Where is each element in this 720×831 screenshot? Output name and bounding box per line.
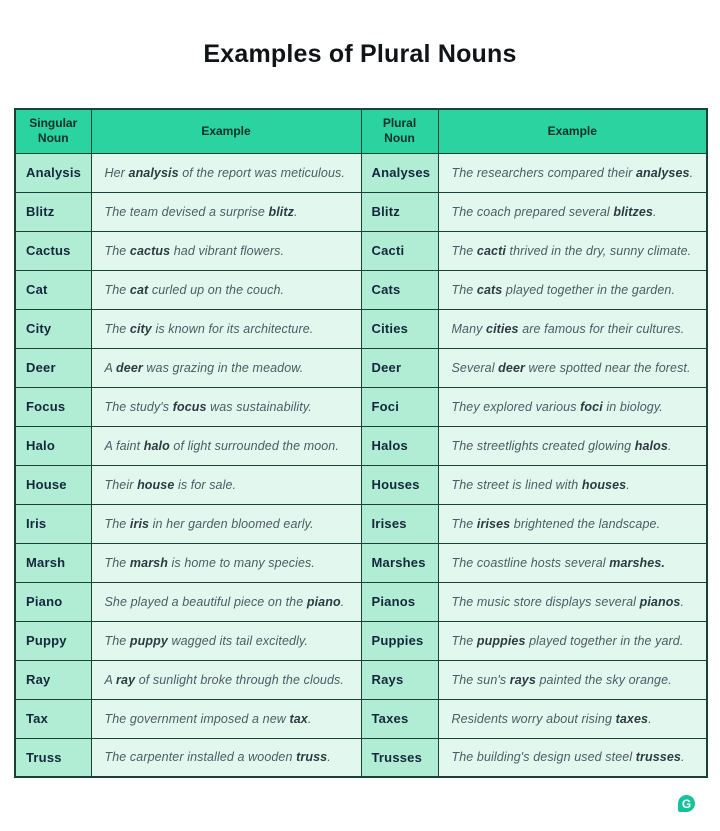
- table-row: [15, 582, 707, 621]
- plural-noun-cell: Cats: [361, 270, 438, 309]
- header-plural-noun: Plural Noun: [361, 109, 438, 153]
- singular-noun-cell: Ray: [15, 660, 91, 699]
- header-singular-noun: Singular Noun: [15, 109, 91, 153]
- table-row: [15, 192, 707, 231]
- singular-example-cell: The iris in her garden bloomed early.: [91, 504, 361, 543]
- singular-noun-cell: Iris: [15, 504, 91, 543]
- singular-example-cell: A ray of sunlight broke through the clouds.: [91, 660, 361, 699]
- plural-example-cell: The music store displays several pianos.: [438, 582, 707, 621]
- singular-example-cell: The study's focus was sustainability.: [91, 387, 361, 426]
- singular-example-cell: The city is known for its architecture.: [91, 309, 361, 348]
- plural-example-cell: The cacti thrived in the dry, sunny climate.: [438, 231, 707, 270]
- singular-noun-cell: Halo: [15, 426, 91, 465]
- plural-example-cell: The building's design used steel trusses.: [438, 738, 707, 777]
- plural-example-cell: The coach prepared several blitzes.: [438, 192, 707, 231]
- plural-example-cell: The cats played together in the garden.: [438, 270, 707, 309]
- table-row: [15, 738, 707, 777]
- singular-noun-cell: House: [15, 465, 91, 504]
- table-row: [15, 426, 707, 465]
- singular-example-cell: The puppy wagged its tail excitedly.: [91, 621, 361, 660]
- plural-example-cell: Residents worry about rising taxes.: [438, 699, 707, 738]
- table-row: [15, 348, 707, 387]
- table-body: [15, 153, 707, 777]
- grammarly-logo-letter: G: [681, 796, 692, 811]
- plural-noun-cell: Deer: [361, 348, 438, 387]
- singular-noun-cell: Piano: [15, 582, 91, 621]
- plural-noun-cell: Marshes: [361, 543, 438, 582]
- plural-noun-cell: Cacti: [361, 231, 438, 270]
- singular-example-cell: A faint halo of light surrounded the moon.: [91, 426, 361, 465]
- singular-noun-cell: City: [15, 309, 91, 348]
- plural-example-cell: The street is lined with houses.: [438, 465, 707, 504]
- singular-noun-cell: Deer: [15, 348, 91, 387]
- table-row: [15, 543, 707, 582]
- table-row: [15, 660, 707, 699]
- header-singular-example: Example: [91, 109, 361, 153]
- plural-example-cell: Many cities are famous for their cultures.: [438, 309, 707, 348]
- singular-example-cell: Her analysis of the report was meticulous.: [91, 153, 361, 192]
- singular-noun-cell: Analysis: [15, 153, 91, 192]
- plural-example-cell: The sun's rays painted the sky orange.: [438, 660, 707, 699]
- singular-noun-cell: Cactus: [15, 231, 91, 270]
- singular-example-cell: The cactus had vibrant flowers.: [91, 231, 361, 270]
- singular-noun-cell: Focus: [15, 387, 91, 426]
- plural-noun-cell: Trusses: [361, 738, 438, 777]
- table-row: [15, 231, 707, 270]
- plural-noun-cell: Foci: [361, 387, 438, 426]
- singular-noun-cell: Tax: [15, 699, 91, 738]
- singular-example-cell: The government imposed a new tax.: [91, 699, 361, 738]
- page-title: Examples of Plural Nouns: [203, 40, 517, 68]
- plural-example-cell: Several deer were spotted near the forest.: [438, 348, 707, 387]
- singular-example-cell: The marsh is home to many species.: [91, 543, 361, 582]
- plural-noun-cell: Taxes: [361, 699, 438, 738]
- singular-example-cell: She played a beautiful piece on the piano.: [91, 582, 361, 621]
- plural-noun-cell: Houses: [361, 465, 438, 504]
- plural-noun-cell: Rays: [361, 660, 438, 699]
- plural-noun-cell: Puppies: [361, 621, 438, 660]
- singular-example-cell: Their house is for sale.: [91, 465, 361, 504]
- plural-example-cell: The irises brightened the landscape.: [438, 504, 707, 543]
- plural-nouns-table-wrap: [14, 108, 706, 778]
- table-header-row: [15, 109, 707, 153]
- singular-noun-cell: Cat: [15, 270, 91, 309]
- singular-noun-cell: Blitz: [15, 192, 91, 231]
- table-row: [15, 621, 707, 660]
- plural-example-cell: The streetlights created glowing halos.: [438, 426, 707, 465]
- table-row: [15, 504, 707, 543]
- plural-example-cell: The coastline hosts several marshes.: [438, 543, 707, 582]
- table-row: [15, 465, 707, 504]
- table-row: [15, 309, 707, 348]
- singular-example-cell: A deer was grazing in the meadow.: [91, 348, 361, 387]
- singular-noun-cell: Truss: [15, 738, 91, 777]
- plural-example-cell: The puppies played together in the yard.: [438, 621, 707, 660]
- plural-example-cell: The researchers compared their analyses.: [438, 153, 707, 192]
- plural-noun-cell: Halos: [361, 426, 438, 465]
- plural-noun-cell: Pianos: [361, 582, 438, 621]
- plural-noun-cell: Cities: [361, 309, 438, 348]
- singular-noun-cell: Marsh: [15, 543, 91, 582]
- plural-noun-cell: Irises: [361, 504, 438, 543]
- singular-example-cell: The carpenter installed a wooden truss.: [91, 738, 361, 777]
- grammarly-logo-icon: [678, 795, 695, 812]
- plural-example-cell: They explored various foci in biology.: [438, 387, 707, 426]
- plural-noun-cell: Analyses: [361, 153, 438, 192]
- table-row: [15, 387, 707, 426]
- singular-example-cell: The team devised a surprise blitz.: [91, 192, 361, 231]
- table-row: [15, 153, 707, 192]
- plural-nouns-table: [14, 108, 708, 778]
- header-plural-example: Example: [438, 109, 707, 153]
- table-row: [15, 270, 707, 309]
- table-row: [15, 699, 707, 738]
- plural-noun-cell: Blitz: [361, 192, 438, 231]
- singular-example-cell: The cat curled up on the couch.: [91, 270, 361, 309]
- singular-noun-cell: Puppy: [15, 621, 91, 660]
